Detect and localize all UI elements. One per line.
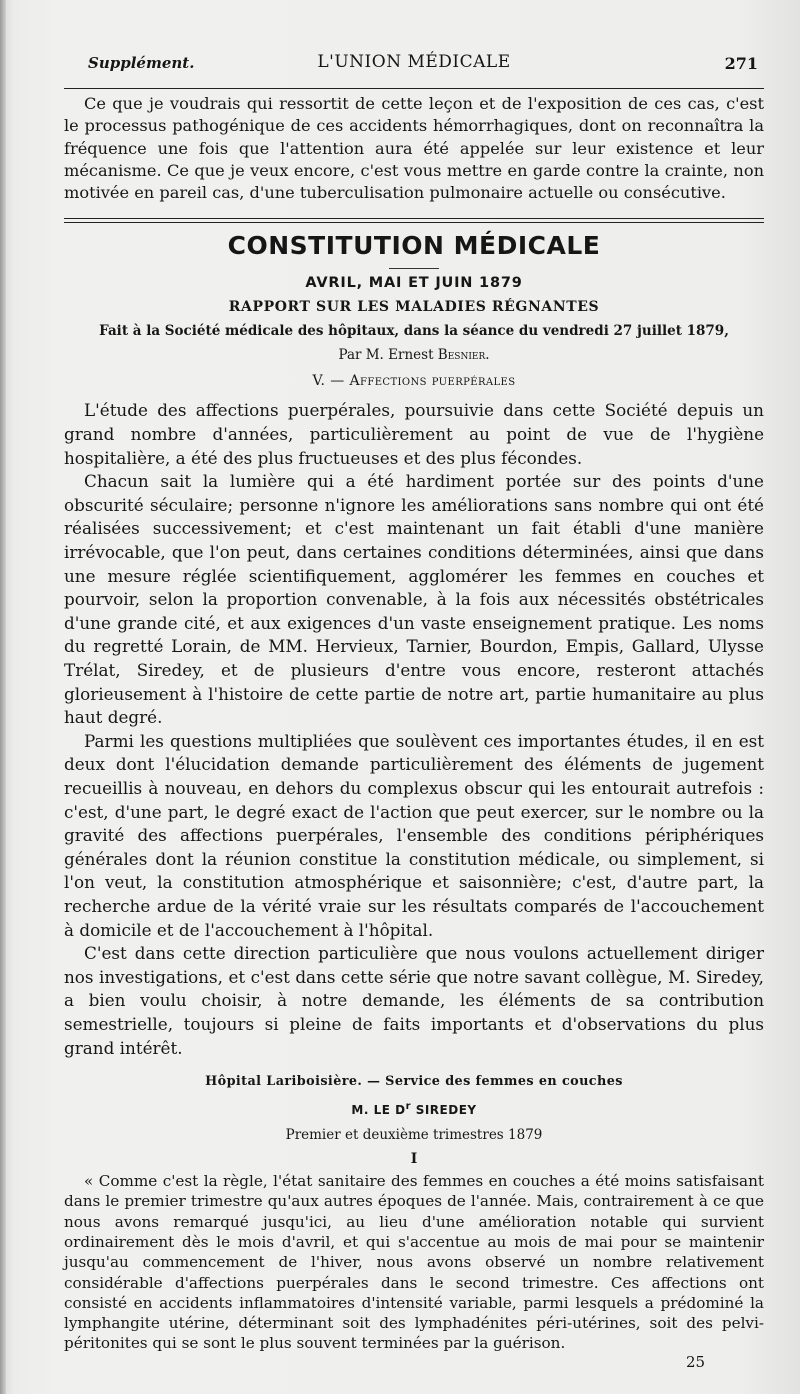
hospital-heading: Hôpital Lariboisière. — Service des femmes en couches: [205, 1074, 623, 1090]
section-title: Affections puerpérales: [349, 373, 516, 390]
report-title: RAPPORT SUR LES MALADIES RÉGNANTES: [228, 299, 600, 316]
header-section: Supplément.: [88, 54, 195, 72]
title-rule: [389, 268, 439, 269]
running-header: [64, 48, 764, 78]
header-page-number: 271: [724, 54, 758, 73]
doctor-superscript: r: [405, 1101, 411, 1113]
body-paragraph: L'étude des affections puerpérales, poursuivie dans cette Société depuis un grand nombre d'années, particulièrement au point de vue de l'hygiène hospitalière, a été des plus fructueuses et des plus fécondes.: [64, 400, 764, 468]
body-paragraph: Parmi les questions multipliées que soulèvent ces importantes études, il en est deux dont l'élucidation demande particulièrement des éléments de jugement recueillis à nouveau, en dehors du complexus obscur qui les entourait autrefois : c'est, d'une part, le degré exact de l'action que peut exercer, sur le nombre ou la gravité des affections puerpérales, l'ensemble des conditions périphériques générales dont la réunion constitue la constitution médicale, ou simplement, si l'on veut, la constitution atmosphérique et saisonnière; c'est, d'autre part, la recherche ardue de la vérité vraie sur les résultats comparés de l'accouchement à domicile et de l'accouchement à l'hôpital.: [64, 730, 764, 940]
doctor-line: [64, 1101, 764, 1117]
section-double-rule: [64, 218, 764, 223]
binding-edge: [0, 0, 6, 1394]
quoted-report: « Comme c'est la règle, l'état sanitaire des femmes en couches a été moins satisfaisant dans le premier trimestre qu'aux autres époques de l'année. Mais, contrairement à ce que nous avons remarqué jusqu'ici, au lieu d'une amélioration notable qui survient ordinairement dès le mois d'avril, et qui s'accentue au mois de mai pour se maintenir jusqu'au commencement de l'hiver, nous avons observé un nombre relativement considérable d'affections puerpérales dans le second trimestre. Ces affections ont consisté en accidents inflammatoires d'intensité variable, parmi lesquels a prédominé la lymphangite utérine, déterminant soit des lymphadénites péri-utérines, soit des pelvi-péritonites qui se sont le plus souvent terminées par la guérison.: [64, 1172, 764, 1353]
article-period: AVRIL, MAI ET JUIN 1879: [305, 275, 523, 292]
presentation-line: Fait à la Société médicale des hôpitaux, dans la séance du vendredi 27 juillet 1879,: [99, 323, 729, 340]
signature-mark: 25: [686, 1353, 706, 1371]
header-rule: [64, 88, 764, 89]
doctor-prefix: M. LE D: [351, 1103, 406, 1118]
page-content: [64, 48, 764, 1354]
author-name: Besnier.: [437, 347, 490, 364]
body-paragraph: Chacun sait la lumière qui a été hardiment portée sur des points d'une obscurité séculaire; personne n'ignore les améliorations sans nombre qui ont été réalisées successivement; et c'est maintenant un fait établi d'une manière irrévocable, que l'on peut, dans certaines conditions déterminées, ainsi que dans une mesure réglée scientifiquement, agglomérer les femmes en couches et pourvoir, selon la proportion convenable, à la fois aux nécessités obstétricales d'une grande cité, et aux exigences d'un vaste enseignement pratique. Les noms du regretté Lorain, de MM. Hervieux, Tarnier, Bourdon, Empis, Gallard, Ulysse Trélat, Siredey, et de plusieurs d'entre vous encore, resteront attachés glorieusement à l'histoire de cette partie de notre art, partie humanitaire au plus haut degré.: [64, 471, 764, 728]
article-title: CONSTITUTION MÉDICALE: [227, 231, 601, 261]
author-prefix: Par M. Ernest: [338, 347, 434, 364]
section-number: V. —: [312, 373, 345, 390]
section-heading: [64, 373, 764, 389]
trimesters-line: Premier et deuxième trimestres 1879: [285, 1127, 543, 1144]
doctor-name: SIREDEY: [415, 1103, 477, 1118]
roman-numeral: I: [410, 1151, 418, 1168]
author-line: [64, 347, 764, 363]
body-paragraph: C'est dans cette direction particulière que nous voulons actuellement diriger nos investigations, et c'est dans cette série que notre savant collègue, M. Siredey, a bien voulu choisir, à notre demande, les éléments de sa contribution semestrielle, toujours si pleine de faits importants et d'observations du plus grand intérêt.: [64, 943, 764, 1058]
intro-paragraph: Ce que je voudrais qui ressortit de cette leçon et de l'exposition de ces cas, c'est le processus pathogénique de ces accidents hémorrhagiques, dont on reconnaîtra la fréquence une fois que l'attention aura été appelée sur leur existence et leur mécanisme. Ce que je veux encore, c'est vous mettre en garde contre la crainte, non motivée en pareil cas, d'une tuberculisation pulmonaire actuelle ou consécutive.: [64, 94, 764, 203]
header-journal-title: L'UNION MÉDICALE: [317, 52, 511, 72]
